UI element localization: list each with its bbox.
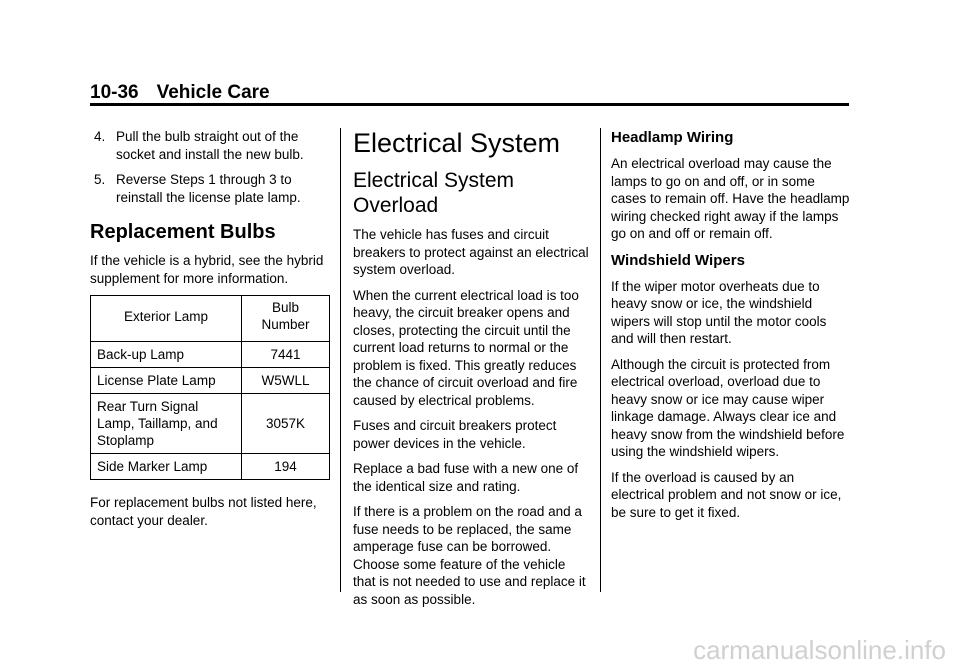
table-header-row bbox=[91, 296, 330, 342]
headlamp-wiring-heading: Headlamp Wiring bbox=[611, 129, 734, 146]
step-item bbox=[90, 171, 330, 206]
paragraph: An electrical overload may cause the lamps to go on and off, or in some cases to remain off. Have the headlamp wiring checked right away if the lamps go on and off or remain off. bbox=[611, 156, 850, 241]
page-number: 10-36 bbox=[90, 82, 139, 103]
bulb-cell: 3057K bbox=[242, 394, 330, 454]
lamp-cell: License Plate Lamp bbox=[91, 368, 242, 394]
step-number: 5. bbox=[94, 172, 106, 187]
dealer-note: For replacement bulbs not listed here, contact your dealer. bbox=[90, 495, 317, 528]
paragraph: If there is a problem on the road and a fuse needs to be replaced, the same amperage fuse can be borrowed. Choose some feature of the vehicle that is not needed to use and replace it as soon as possible. bbox=[353, 504, 586, 607]
watermark: carmanualsonline.info bbox=[693, 635, 946, 665]
section-title: Vehicle Care bbox=[156, 82, 270, 103]
paragraph: If the wiper motor overheats due to heavy snow or ice, the windshield wipers will stop until the motor cools and will then restart. bbox=[611, 278, 827, 346]
replacement-bulbs-heading: Replacement Bulbs bbox=[90, 221, 276, 243]
overload-subtitle: Electrical System Overload bbox=[353, 169, 515, 217]
lamp-cell: Side Marker Lamp bbox=[91, 454, 242, 480]
paragraph: If the overload is caused by an electrical problem and not snow or ice, be sure to get it fixed. bbox=[611, 469, 842, 520]
column-2 bbox=[353, 128, 591, 616]
electrical-system-title: Electrical System bbox=[353, 128, 561, 158]
steps-list bbox=[90, 128, 330, 206]
bulb-cell: W5WLL bbox=[242, 368, 330, 394]
table-row bbox=[91, 454, 330, 480]
column-1 bbox=[90, 128, 330, 537]
step-text: Pull the bulb straight out of the socket and install the new bulb. bbox=[116, 129, 304, 162]
paragraph: Fuses and circuit breakers protect power devices in the vehicle. bbox=[353, 418, 557, 451]
page-header bbox=[90, 82, 270, 104]
bulb-cell: 7441 bbox=[242, 342, 330, 368]
column-header-lamp: Exterior Lamp bbox=[91, 296, 242, 342]
lamp-cell: Rear Turn Signal Lamp, Taillamp, and Stoplamp bbox=[91, 394, 242, 454]
bulb-table bbox=[90, 295, 330, 480]
hybrid-note: If the vehicle is a hybrid, see the hybrid supplement for more information. bbox=[90, 253, 324, 286]
paragraph: When the current electrical load is too heavy, the circuit breaker opens and closes, protecting the circuit until the current load returns to normal or the problem is fixed. This greatly reduces the chance of circuit overload and fire caused by electrical problems. bbox=[353, 287, 579, 408]
lamp-cell: Back-up Lamp bbox=[91, 342, 242, 368]
column-header-bulb: Bulb Number bbox=[242, 296, 330, 342]
bulb-cell: 194 bbox=[242, 454, 330, 480]
step-text: Reverse Steps 1 through 3 to reinstall the license plate lamp. bbox=[116, 172, 301, 205]
step-item bbox=[90, 128, 330, 163]
column-divider-1 bbox=[340, 128, 341, 592]
table-row bbox=[91, 394, 330, 454]
header-rule bbox=[90, 103, 849, 106]
paragraph: Replace a bad fuse with a new one of the identical size and rating. bbox=[353, 461, 579, 494]
windshield-wipers-heading: Windshield Wipers bbox=[611, 251, 745, 269]
paragraph: Although the circuit is protected from electrical overload, overload due to heavy snow or ice may cause wiper linkage damage. Always clear ice and heavy snow from the windshield before using the windshield wipers. bbox=[611, 356, 845, 459]
paragraph: The vehicle has fuses and circuit breakers to protect against an electrical system overload. bbox=[353, 227, 589, 277]
column-3 bbox=[611, 128, 851, 529]
step-number: 4. bbox=[94, 129, 106, 144]
column-divider-2 bbox=[600, 128, 601, 592]
table-row bbox=[91, 342, 330, 368]
table-row bbox=[91, 368, 330, 394]
